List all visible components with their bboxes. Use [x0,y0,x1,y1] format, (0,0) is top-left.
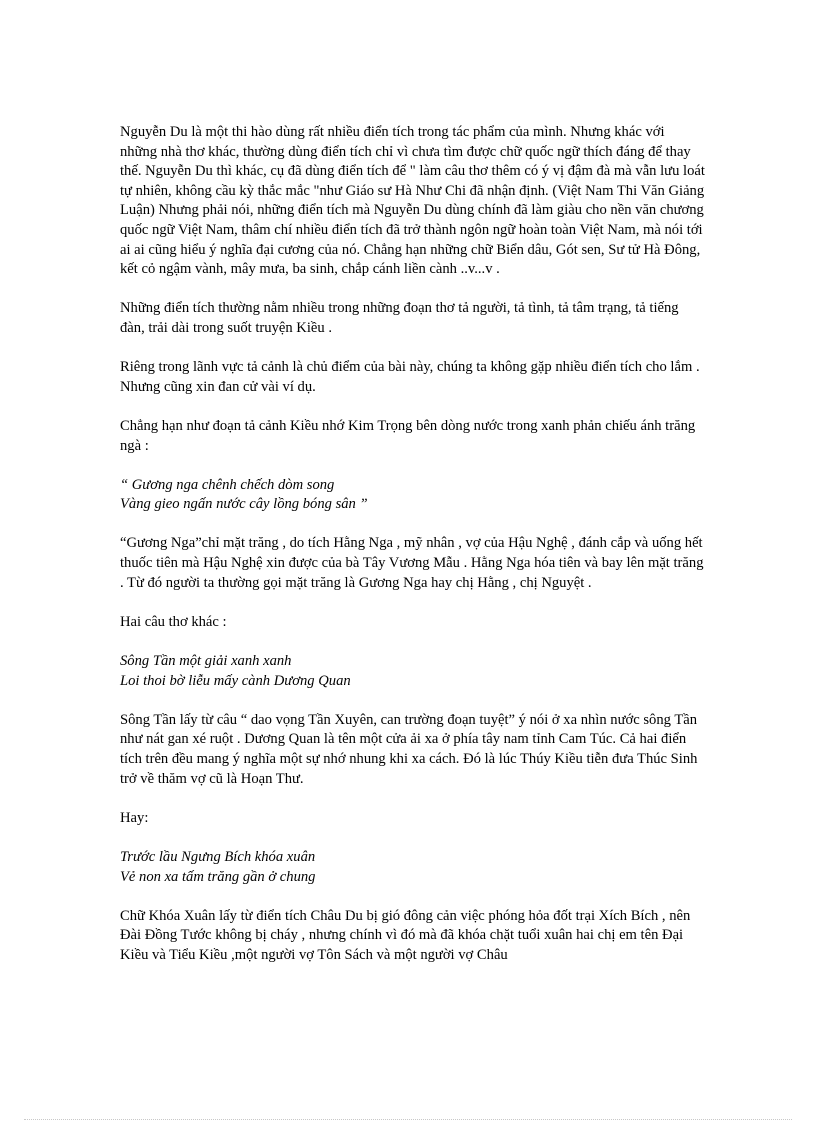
paragraph: Chữ Khóa Xuân lấy từ điển tích Châu Du bị gió đông cản việc phóng hỏa đốt trại Xích Bích , nên Đài Đồng Tước không bị cháy , nhưng chính vì đó mà đã khóa chặt tuổi xuân hai chị em tên Đại Kiều và Tiểu Kiều ,một người vợ Tôn Sách và một người vợ Châu [120,907,691,963]
paragraph: Nguyễn Du là một thi hào dùng rất nhiều điển tích trong tác phẩm của mình. Nhưng khác với những nhà thơ khác, thường dùng điển tích chỉ vì chưa tìm được chữ quốc ngữ thích đáng để thay thế. Nguyễn Du thì khác, cụ đã dùng điển tích để " làm câu thơ thêm có ý vị đậm đà mà vẫn lưu loát tự nhiên, không cầu kỳ thắc mắc "như Giáo sư Hà Như Chi đã nhận định. (Việt Nam Thi Văn Giảng Luận) Nhưng phải nói, những điển tích mà Nguyễn Du dùng chính đã làm giàu cho nền văn chương quốc ngữ Việt Nam, thâm chí nhiều điển tích đã trở thành ngôn ngữ hoàn toàn Việt Nam, mà nói tới ai ai cũng hiểu ý nghĩa đại cương của nó. Chẳng hạn những chữ Biển dâu, Gót sen, Sư tử Hà Đông, kết cỏ ngậm vành, mây mưa, ba sinh, chắp cánh liền cành ..v...v . [120,124,705,278]
poem-quote [120,652,705,691]
poem-quote [120,476,705,515]
page-bottom-divider [24,1119,792,1120]
poem-line: Trước lầu Ngưng Bích khóa xuân [120,848,316,865]
poem-line: “ Gương nga chênh chếch dòm song [120,476,335,493]
poem-line: Sông Tần một giải xanh xanh [120,653,292,670]
paragraph: “Gương Nga”chỉ mặt trăng , do tích Hằng Nga , mỹ nhân , vợ của Hậu Nghệ , đánh cắp và uống hết thuốc tiên mà Hậu Nghệ xin được của bà Tây Vương Mẫu . Hằng Nga hóa tiên và bay lên mặt trăng . Từ đó người ta thường gọi mặt trăng là Gương Nga hay chị Hằng , chị Nguyệt . [120,535,704,591]
poem-quote [120,848,705,887]
paragraph: Hai câu thơ khác : [120,613,227,630]
poem-line: Loi thoi bờ liễu mấy cành Dương Quan [120,672,351,689]
poem-line: Vẻ non xa tấm trăng gần ở chung [120,868,316,885]
paragraph: Hay: [120,809,149,826]
paragraph: Chẳng hạn như đoạn tả cảnh Kiều nhớ Kim Trọng bên dòng nước trong xanh phản chiếu ánh trăng ngà : [120,417,696,454]
poem-line: Vàng gieo ngấn nước cây lồng bóng sân ” [120,496,368,513]
paragraph: Riêng trong lãnh vực tả cảnh là chủ điểm của bài này, chúng ta không gặp nhiều điển tích cho lắm . Nhưng cũng xin đan cử vài ví dụ. [120,359,700,395]
paragraph: Sông Tần lấy từ câu “ dao vọng Tần Xuyên, can trường đoạn tuyệt” ý nói ở xa nhìn nước sông Tần như nát gan xé ruột . Dương Quan là tên một cửa ải xa ở phía tây nam tỉnh Cam Túc. Cả hai điển tích trên đều mang ý nghĩa một sự nhớ nhung khi xa cách. Đó là lúc Thúy Kiều tiễn đưa Thúc Sinh trở về thăm vợ cũ là Hoạn Thư. [120,711,698,787]
document-body [120,123,705,985]
paragraph: Những điển tích thường nằm nhiều trong những đoạn thơ tả người, tả tình, tả tâm trạng, tả tiếng đàn, trải dài trong suốt truyện Kiều . [120,300,679,336]
